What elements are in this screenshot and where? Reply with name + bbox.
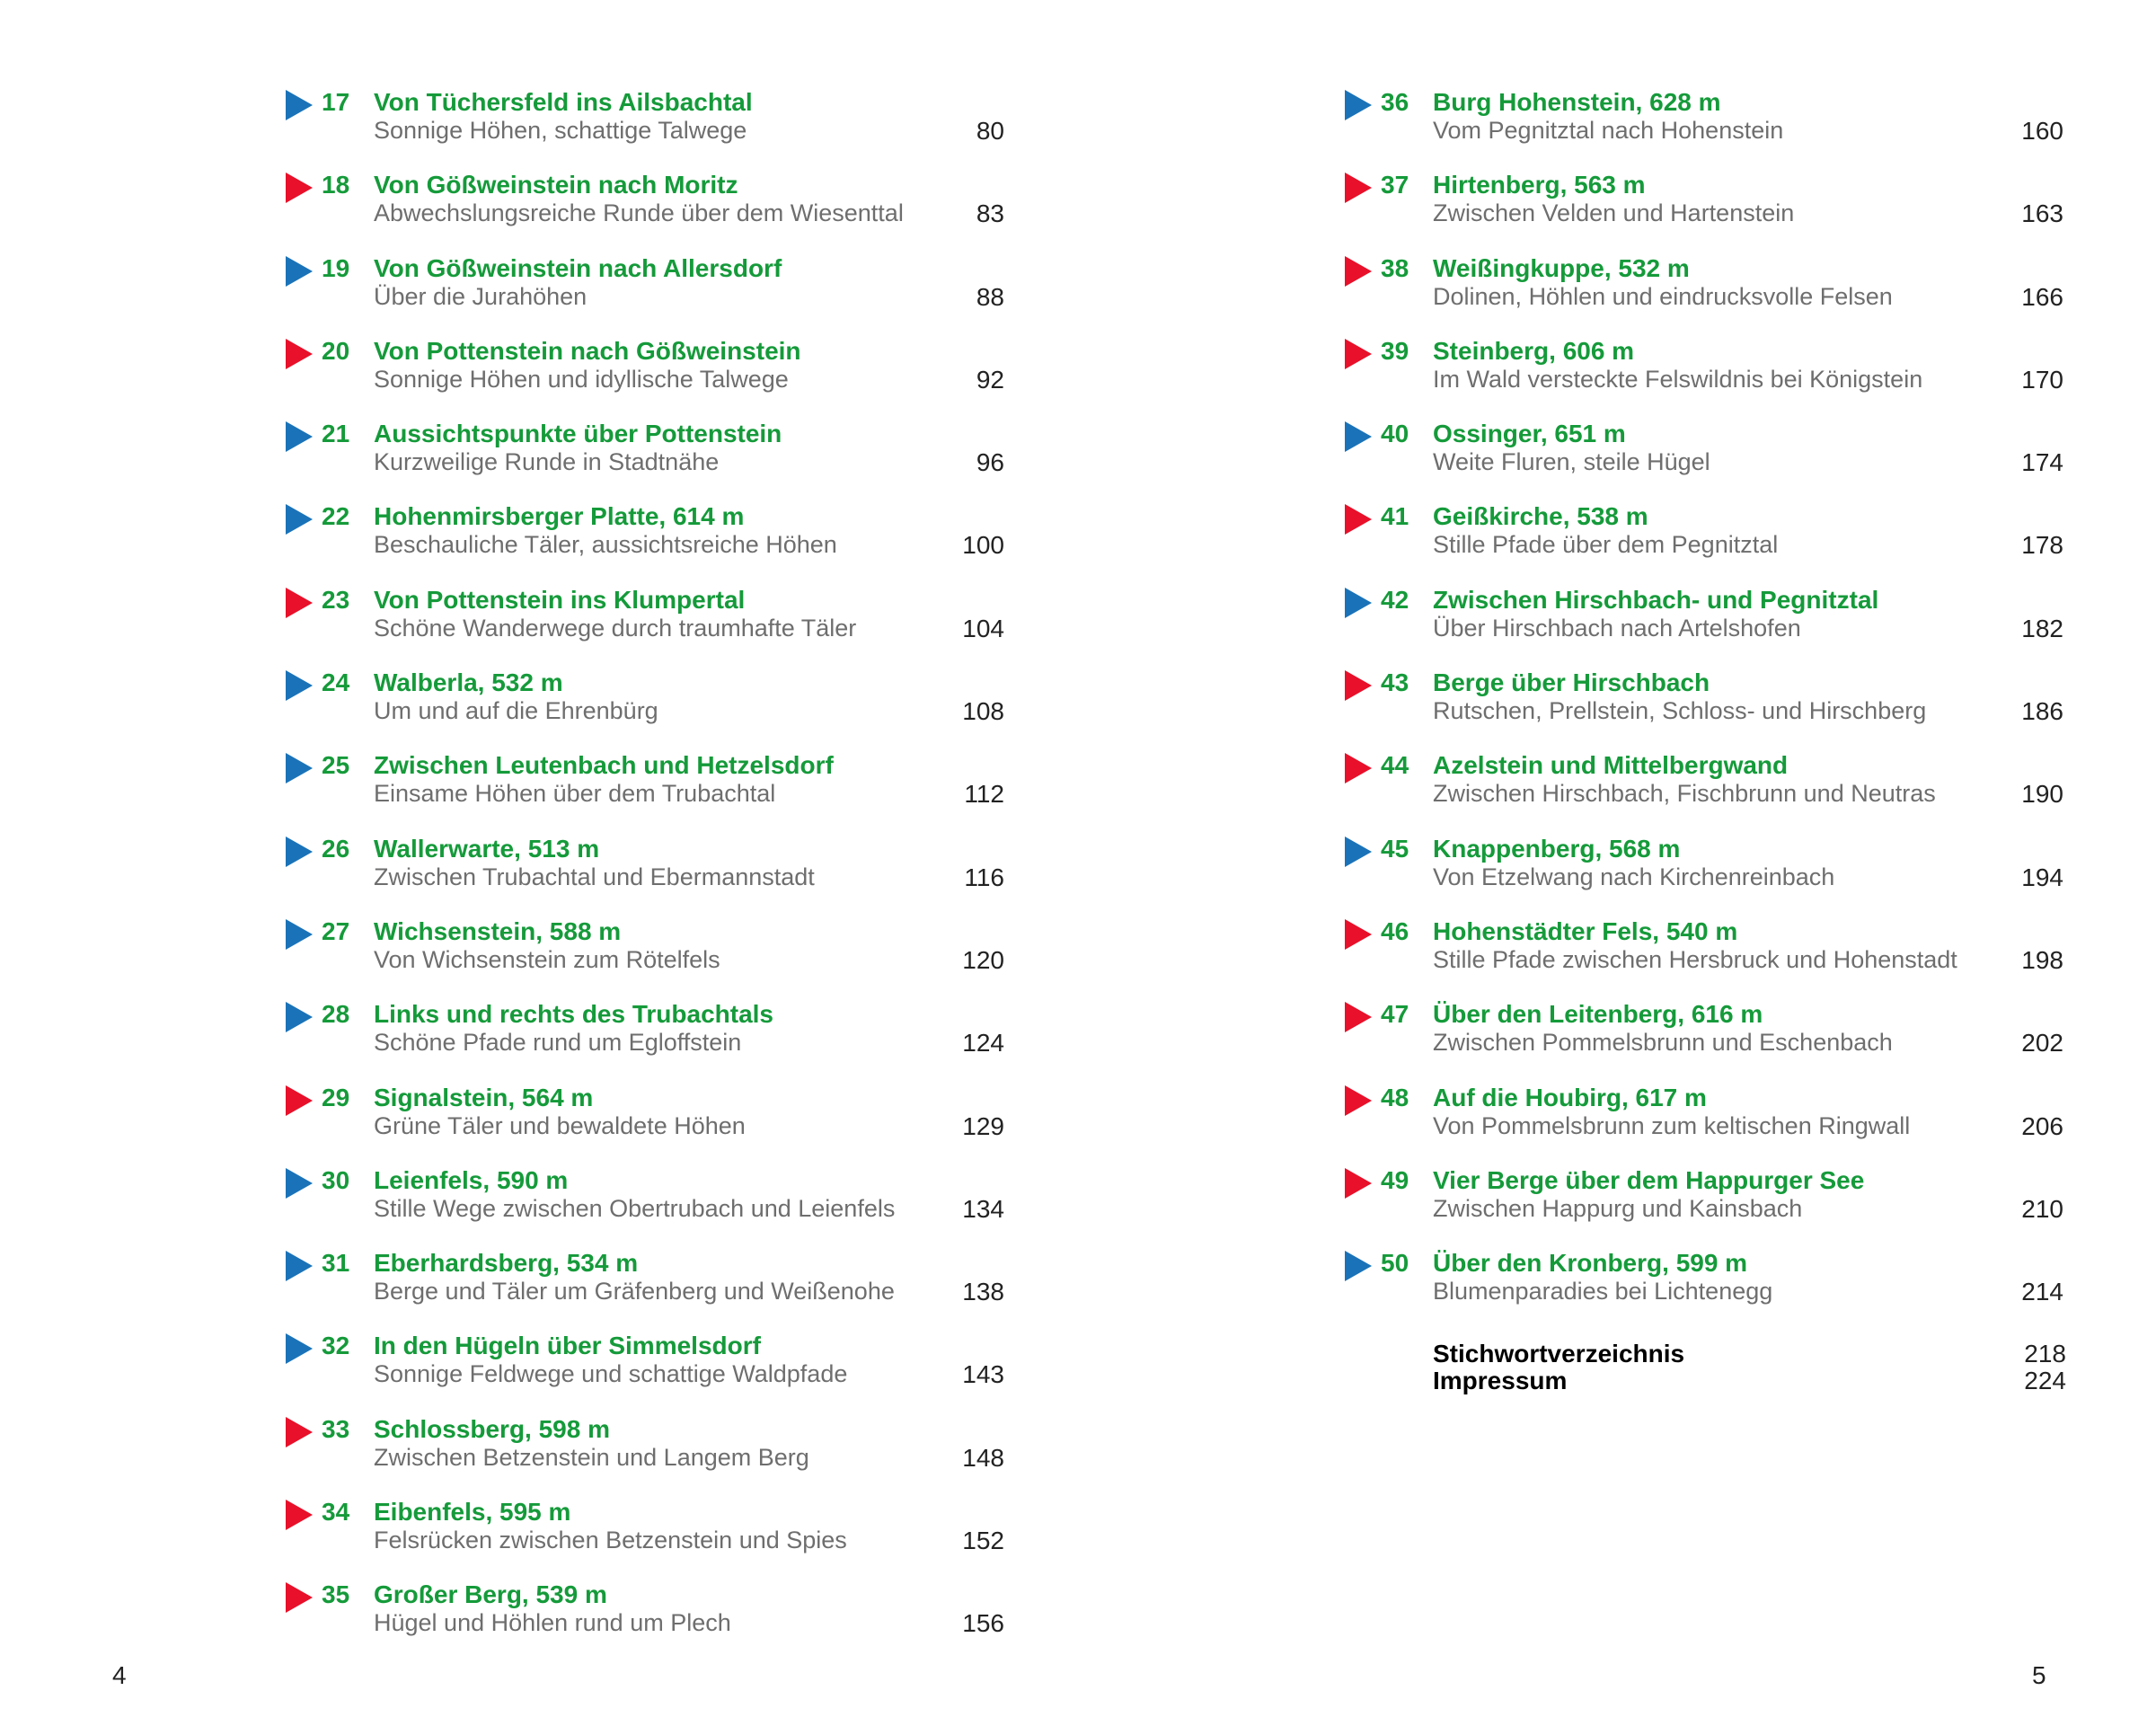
toc-entry[interactable] [1345,916,2063,998]
tour-number: 33 [322,1414,350,1443]
tour-number: 38 [1381,253,1409,282]
blue-triangle-marker-icon [286,919,313,950]
blue-triangle-marker-icon [286,421,313,452]
blue-triangle-marker-icon [286,753,313,783]
tour-subtitle: Blumenparadies bei Lichtenegg [1433,1278,1773,1306]
page-number: 88 [976,282,1004,311]
blue-triangle-marker-icon [286,256,313,287]
red-triangle-marker-icon [1345,1085,1372,1116]
imprint-label: Impressum [1433,1367,1568,1394]
page-number: 124 [962,1029,1004,1058]
tour-subtitle: Vom Pegnitztal nach Hohenstein [1433,117,1784,144]
tour-number: 24 [322,668,350,697]
toc-entry[interactable] [286,1413,1004,1496]
tour-title: Hohenstädter Fels, 540 m [1433,916,1738,945]
tour-subtitle: Um und auf die Ehrenbürg [374,697,658,725]
tour-title: Vier Berge über dem Happurger See [1433,1165,1865,1194]
red-triangle-marker-icon [1345,919,1372,950]
tour-subtitle: Zwischen Happurg und Kainsbach [1433,1194,1803,1222]
red-triangle-marker-icon [1345,504,1372,535]
tour-subtitle: Abwechslungsreiche Runde über dem Wiesenttal [374,199,904,227]
toc-entry[interactable] [1345,335,2063,418]
tour-subtitle: Zwischen Trubachtal und Ebermannstadt [374,863,815,890]
page-number: 174 [2021,448,2063,477]
toc-entry[interactable] [1345,998,2063,1081]
tour-title: Von Pottenstein nach Gößweinstein [374,336,801,365]
page-number: 214 [2021,1278,2063,1306]
tour-subtitle: Im Wald versteckte Felswildnis bei Königstein [1433,365,1923,393]
tour-number: 32 [322,1332,350,1360]
tour-number: 39 [1381,336,1409,365]
tour-number: 17 [322,88,350,116]
tour-number: 19 [322,253,350,282]
toc-entry[interactable] [286,418,1004,500]
tour-subtitle: Schöne Pfade rund um Egloffstein [374,1029,742,1057]
tour-title: Azelstein und Mittelbergwand [1433,751,1789,780]
tour-subtitle: Berge und Täler um Gräfenberg und Weißenohe [374,1278,895,1306]
tour-subtitle: Beschauliche Täler, aussichtsreiche Höhen [374,531,837,559]
blue-triangle-marker-icon [286,1251,313,1281]
toc-right-column [1345,86,2063,1330]
tour-title: Knappenberg, 568 m [1433,834,1681,863]
tour-subtitle: Stille Pfade über dem Pegnitztal [1433,531,1779,559]
toc-entry[interactable] [286,1247,1004,1330]
tour-number: 27 [322,916,350,945]
blue-triangle-marker-icon [286,1333,313,1364]
tour-number: 28 [322,1000,350,1029]
page-number: 160 [2021,117,2063,145]
tour-subtitle: Über die Jurahöhen [374,282,588,310]
tour-title: Burg Hohenstein, 628 m [1433,88,1721,116]
blue-triangle-marker-icon [286,1168,313,1199]
index-label: Stichwortverzeichnis [1433,1340,1685,1368]
toc-entry[interactable] [1345,252,2063,335]
page-number: 178 [2021,531,2063,560]
toc-entry[interactable] [286,998,1004,1081]
red-triangle-marker-icon [1345,256,1372,287]
page-number: 80 [976,117,1004,145]
page-number: 112 [964,780,1004,809]
tour-subtitle: Stille Pfade zwischen Hersbruck und Hohenstadt [1433,945,1957,973]
red-triangle-marker-icon [286,339,313,369]
tour-number: 22 [322,502,350,531]
tour-subtitle: Grüne Täler und bewaldete Höhen [374,1111,746,1139]
toc-entry[interactable] [286,252,1004,335]
tour-number: 49 [1381,1165,1409,1194]
tour-subtitle: Sonnige Höhen und idyllische Talwege [374,365,789,393]
tour-number: 20 [322,336,350,365]
tour-title: Großer Berg, 539 m [374,1580,607,1609]
tour-title: Zwischen Leutenbach und Hetzelsdorf [374,751,834,780]
tour-title: Hohenmirsberger Platte, 614 m [374,502,745,531]
tour-number: 42 [1381,585,1409,614]
tour-title: Von Pottenstein ins Klumpertal [374,585,746,614]
tour-title: Steinberg, 606 m [1433,336,1635,365]
toc-entry[interactable] [1345,749,2063,832]
toc-entry[interactable] [286,833,1004,916]
red-triangle-marker-icon [1345,173,1372,203]
toc-entry[interactable] [1345,86,2063,169]
tour-subtitle: Zwischen Pommelsbrunn und Eschenbach [1433,1029,1893,1057]
page-number: 156 [962,1609,1004,1638]
blue-triangle-marker-icon [286,90,313,120]
blue-triangle-marker-icon [1345,1251,1372,1281]
page-number: 198 [2021,945,2063,974]
page-number: 190 [2021,780,2063,809]
tour-number: 46 [1381,916,1409,945]
tour-subtitle: Über Hirschbach nach Artelshofen [1433,614,1801,642]
page-folio-right: 5 [2032,1661,2046,1689]
red-triangle-marker-icon [1345,1002,1372,1032]
toc-entry[interactable] [286,1082,1004,1164]
tour-title: Schlossberg, 598 m [374,1414,611,1443]
page-number: 210 [2021,1194,2063,1223]
tour-subtitle: Von Pommelsbrunn zum keltischen Ringwall [1433,1111,1911,1139]
tour-subtitle: Hügel und Höhlen rund um Plech [374,1609,731,1637]
tour-subtitle: Weite Fluren, steile Hügel [1433,448,1710,476]
toc-left-column [286,86,1004,1662]
tour-title: Auf die Houbirg, 617 m [1433,1083,1707,1111]
toc-entry[interactable] [1345,500,2063,583]
tour-subtitle: Von Wichsenstein zum Rötelfels [374,945,720,973]
page-number: 104 [962,614,1004,642]
tour-subtitle: Von Etzelwang nach Kirchenreinbach [1433,863,1835,890]
tour-title: Weißingkuppe, 532 m [1433,253,1690,282]
tour-subtitle: Sonnige Feldwege und schattige Waldpfade [374,1360,848,1388]
blue-triangle-marker-icon [286,1002,313,1032]
tour-title: Von Gößweinstein nach Moritz [374,171,738,199]
toc-entry[interactable] [286,169,1004,252]
tour-title: Walberla, 532 m [374,668,563,697]
tour-number: 23 [322,585,350,614]
tour-number: 18 [322,171,350,199]
tour-title: Hirtenberg, 563 m [1433,171,1646,199]
page-number: 202 [2021,1029,2063,1058]
tour-number: 29 [322,1083,350,1111]
page-number: 129 [962,1111,1004,1140]
page-number: 186 [2021,697,2063,726]
tour-subtitle: Kurzweilige Runde in Stadtnähe [374,448,720,476]
toc-entry[interactable] [286,1330,1004,1412]
toc-entry[interactable] [286,500,1004,583]
page-number: 100 [962,531,1004,560]
imprint-page-number: 224 [2024,1367,2066,1394]
tour-number: 41 [1381,502,1409,531]
tour-title: Links und rechts des Trubachtals [374,1000,774,1029]
tour-title: Von Tüchersfeld ins Ailsbachtal [374,88,753,116]
tour-title: Berge über Hirschbach [1433,668,1710,697]
toc-entry[interactable] [286,1579,1004,1661]
toc-entry[interactable] [286,667,1004,749]
tour-subtitle: Dolinen, Höhlen und eindrucksvolle Felsen [1433,282,1893,310]
page-number: 163 [2021,199,2063,228]
toc-entry[interactable] [286,749,1004,832]
red-triangle-marker-icon [1345,670,1372,701]
toc-entry[interactable] [1345,169,2063,252]
toc-entry[interactable] [286,916,1004,998]
red-triangle-marker-icon [286,173,313,203]
tour-subtitle: Sonnige Höhen, schattige Talwege [374,117,747,144]
page-number: 120 [962,945,1004,974]
page-number: 108 [962,697,1004,726]
tour-number: 21 [322,420,350,448]
tour-subtitle: Zwischen Hirschbach, Fischbrunn und Neutras [1433,780,1936,808]
tour-number: 25 [322,751,350,780]
tour-subtitle: Stille Wege zwischen Obertrubach und Leienfels [374,1194,896,1222]
tour-number: 35 [322,1580,350,1609]
tour-title: Signalstein, 564 m [374,1083,594,1111]
toc-entry[interactable] [286,1496,1004,1579]
toc-entry[interactable] [1345,1082,2063,1164]
tour-number: 30 [322,1165,350,1194]
tour-title: Wichsenstein, 588 m [374,916,622,945]
tour-number: 47 [1381,1000,1409,1029]
toc-entry[interactable] [286,584,1004,667]
page-number: 143 [962,1360,1004,1389]
tour-number: 31 [322,1249,350,1278]
tour-subtitle: Felsrücken zwischen Betzenstein und Spies [374,1527,847,1554]
tour-title: Wallerwarte, 513 m [374,834,600,863]
page-number: 83 [976,199,1004,228]
tour-subtitle: Zwischen Velden und Hartenstein [1433,199,1795,227]
toc-entry[interactable] [286,335,1004,418]
tour-subtitle: Einsame Höhen über dem Trubachtal [374,780,776,808]
page-number: 166 [2021,282,2063,311]
tour-subtitle: Zwischen Betzenstein und Langem Berg [374,1443,809,1471]
tour-title: Geißkirche, 538 m [1433,502,1648,531]
red-triangle-marker-icon [286,1417,313,1447]
blue-triangle-marker-icon [286,504,313,535]
toc-entry[interactable] [286,1164,1004,1247]
page-number: 148 [962,1443,1004,1472]
tour-title: Aussichtspunkte über Pottenstein [374,420,782,448]
blue-triangle-marker-icon [1345,836,1372,867]
tour-number: 40 [1381,420,1409,448]
toc-entry[interactable] [1345,833,2063,916]
red-triangle-marker-icon [286,1582,313,1613]
tour-number: 44 [1381,751,1409,780]
tour-title: Leienfels, 590 m [374,1165,569,1194]
page-folio-left: 4 [112,1661,127,1689]
blue-triangle-marker-icon [1345,90,1372,120]
toc-entry[interactable] [1345,1164,2063,1247]
red-triangle-marker-icon [286,1085,313,1116]
tour-number: 36 [1381,88,1409,116]
tour-title: Zwischen Hirschbach- und Pegnitztal [1433,585,1879,614]
page-number: 116 [964,863,1004,891]
tour-number: 34 [322,1498,350,1527]
tour-number: 37 [1381,171,1409,199]
page-number: 170 [2021,365,2063,394]
toc-entry[interactable] [1345,584,2063,667]
tour-title: Ossinger, 651 m [1433,420,1626,448]
tour-subtitle: Schöne Wanderwege durch traumhafte Täler [374,614,857,642]
blue-triangle-marker-icon [286,670,313,701]
tour-title: Eibenfels, 595 m [374,1498,571,1527]
toc-entry[interactable] [1345,418,2063,500]
tour-number: 43 [1381,668,1409,697]
red-triangle-marker-icon [286,1500,313,1530]
page-number: 134 [962,1194,1004,1223]
tour-subtitle: Rutschen, Prellstein, Schloss- und Hirschberg [1433,697,1927,725]
blue-triangle-marker-icon [286,836,313,867]
blue-triangle-marker-icon [1345,421,1372,452]
red-triangle-marker-icon [1345,753,1372,783]
toc-extra-imprint[interactable] [1433,1367,2066,1397]
tour-number: 45 [1381,834,1409,863]
tour-number: 50 [1381,1249,1409,1278]
blue-triangle-marker-icon [1345,588,1372,618]
page-number: 138 [962,1278,1004,1306]
page-number: 92 [976,365,1004,394]
red-triangle-marker-icon [1345,339,1372,369]
toc-entry[interactable] [1345,1247,2063,1330]
page-number: 194 [2021,863,2063,891]
tour-title: In den Hügeln über Simmelsdorf [374,1332,761,1360]
red-triangle-marker-icon [286,588,313,618]
tour-title: Über den Kronberg, 599 m [1433,1249,1748,1278]
toc-entry[interactable] [286,86,1004,169]
toc-entry[interactable] [1345,667,2063,749]
page-number: 96 [976,448,1004,477]
index-page-number: 218 [2024,1340,2066,1368]
page-number: 152 [962,1527,1004,1555]
page-number: 182 [2021,614,2063,642]
toc-extra-index[interactable] [1433,1340,2066,1370]
tour-title: Von Gößweinstein nach Allersdorf [374,253,782,282]
tour-number: 26 [322,834,350,863]
tour-title: Über den Leitenberg, 616 m [1433,1000,1763,1029]
tour-number: 48 [1381,1083,1409,1111]
tour-title: Eberhardsberg, 534 m [374,1249,639,1278]
page-number: 206 [2021,1111,2063,1140]
red-triangle-marker-icon [1345,1168,1372,1199]
